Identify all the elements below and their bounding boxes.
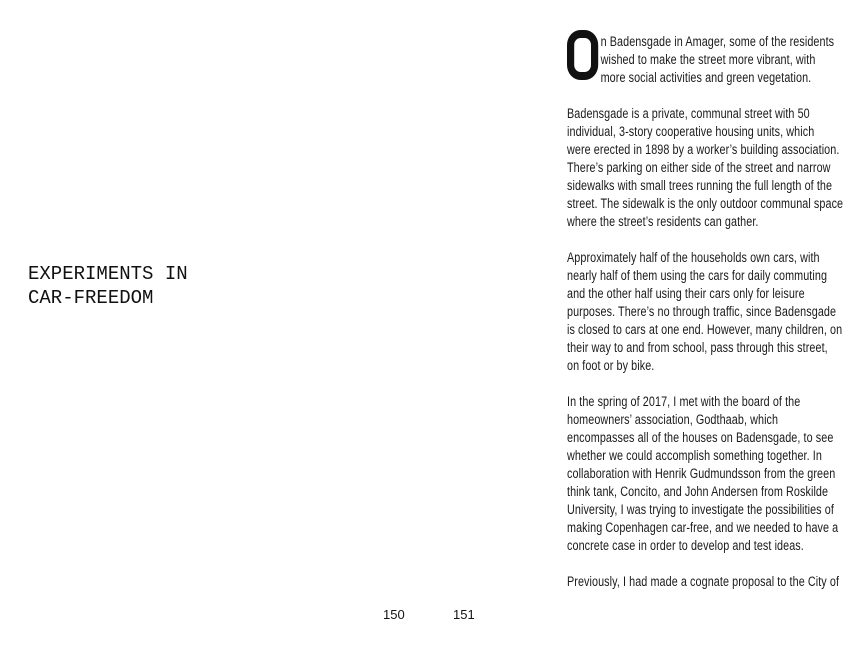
chapter-title-line-2: CAR-FREEDOM	[28, 287, 154, 309]
text-line: Approximately half of the households own cars, with	[567, 250, 820, 265]
chapter-title-line-1: EXPERIMENTS IN	[28, 263, 188, 285]
text-line: Previously, I had made a cognate proposal to the City of	[567, 574, 840, 589]
drop-cap-text	[574, 38, 575, 39]
paragraph	[567, 33, 835, 87]
text-line: more social activities and green vegetation.	[600, 70, 812, 85]
text-line: individual, 3-story cooperative housing units, which	[567, 124, 815, 139]
text-line: There’s parking on either side of the street and narrow	[567, 160, 831, 175]
text-line: collaboration with Henrik Gudmundsson from the green	[567, 466, 836, 481]
text-line: wished to make the street more vibrant, with	[600, 52, 816, 67]
text-line: and the other half using their cars only for leisure	[567, 286, 805, 301]
text-line: Badensgade is a private, communal street with 50	[567, 106, 810, 121]
text-line: homeowners’ association, Godthaab, which	[567, 412, 779, 427]
page-number-right: 151	[453, 607, 475, 622]
paragraph	[567, 573, 840, 591]
text-line: encompasses all of the houses on Badensgade, to see	[567, 430, 834, 445]
text-line: making Copenhagen car-free, and we needed to have a	[567, 520, 839, 535]
text-line: University, I was trying to investigate the possibilities of	[567, 502, 834, 517]
text-line: n Badensgade in Amager, some of the residents	[600, 34, 835, 49]
paragraph	[567, 105, 844, 231]
text-line: whether we could accomplish something together. In	[567, 448, 822, 463]
text-line: nearly half of them using the cars for daily commuting	[567, 268, 828, 283]
text-line: concrete case in order to develop and test ideas.	[567, 538, 804, 553]
drop-cap-letter-o	[567, 30, 598, 80]
text-line: is closed to cars at one end. However, many children, on	[567, 322, 843, 337]
text-line: their way to and from school, pass through this street,	[567, 340, 828, 355]
text-line: In the spring of 2017, I met with the board of the	[567, 394, 801, 409]
chapter-title	[28, 262, 188, 310]
text-line: on foot or by bike.	[567, 358, 655, 373]
body-text-column	[567, 33, 844, 591]
paragraph	[567, 393, 839, 555]
text-line: sidewalks with small trees running the full length of the	[567, 178, 833, 193]
paragraph	[567, 249, 843, 375]
text-line: think tank, Concito, and John Andersen from Roskilde	[567, 484, 829, 499]
text-line: were erected in 1898 by a worker’s building association.	[567, 142, 840, 157]
text-line: purposes. There’s no through traffic, since Badensgade	[567, 304, 837, 319]
text-line: street. The sidewalk is the only outdoor communal space	[567, 196, 844, 211]
page-number-left: 150	[383, 607, 405, 622]
text-line: where the street’s residents can gather.	[567, 214, 759, 229]
